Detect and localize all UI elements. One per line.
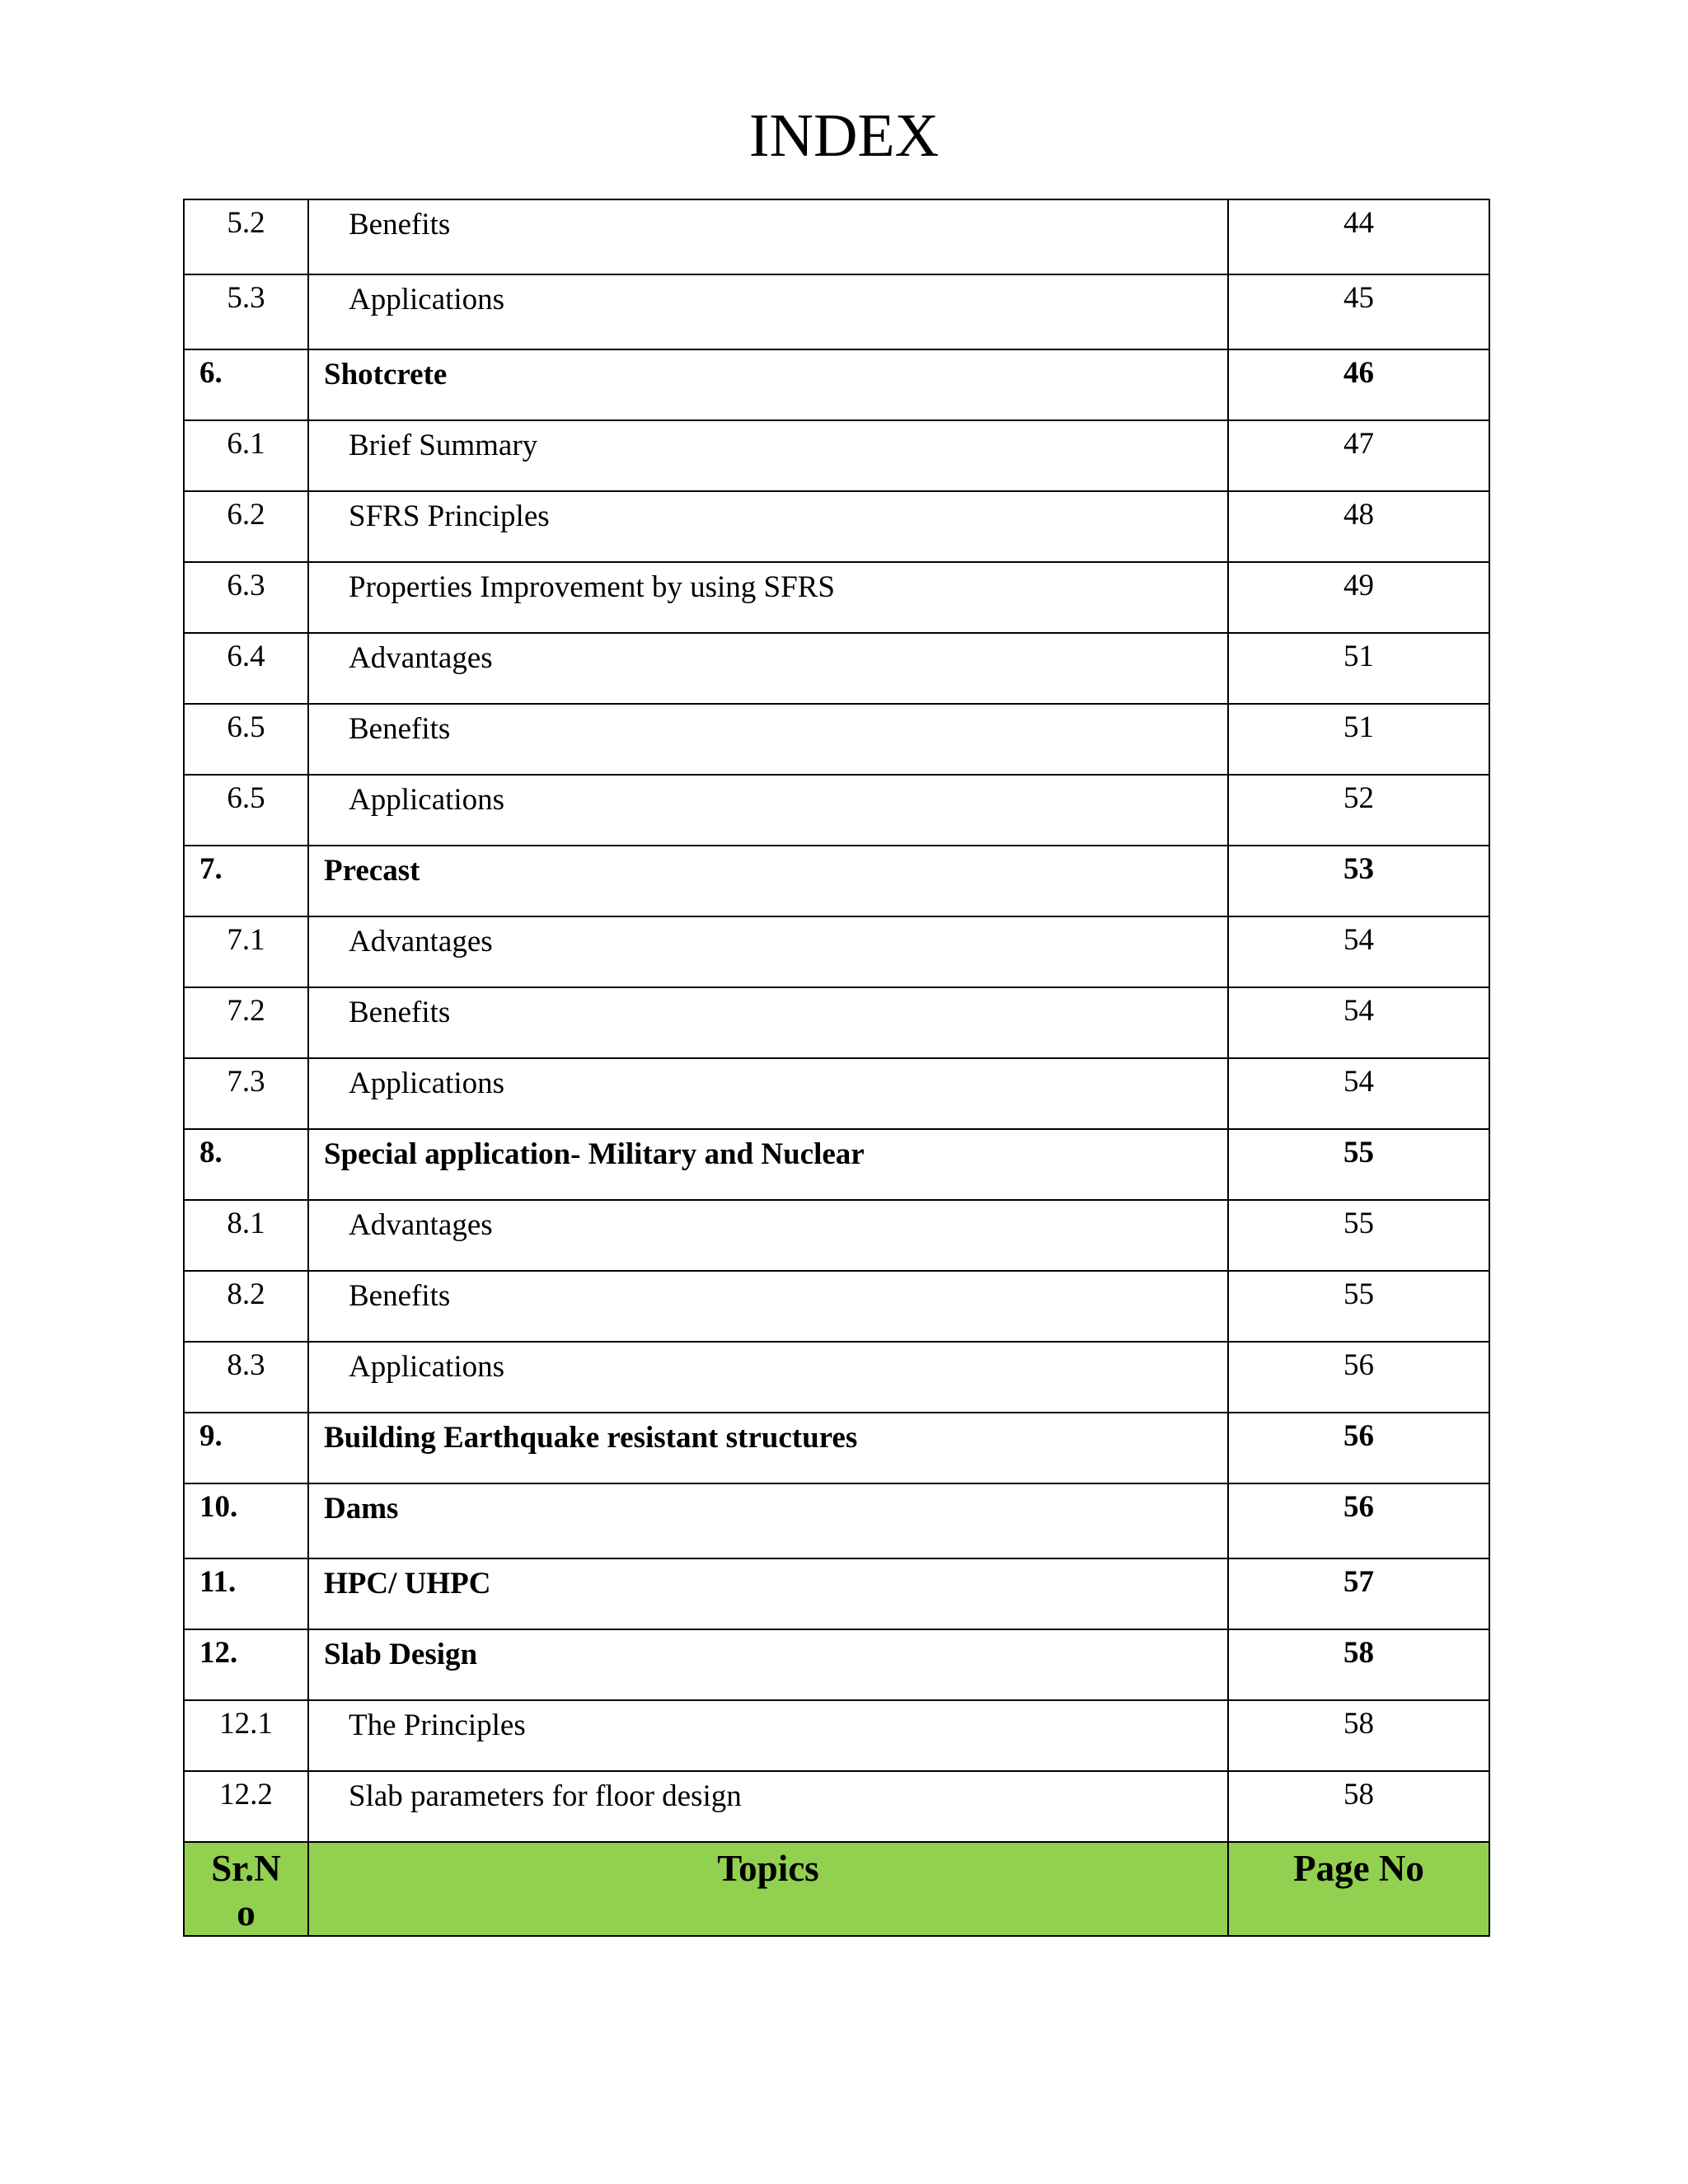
- row-page-number: 54: [1228, 1058, 1489, 1129]
- row-page-number: 46: [1228, 349, 1489, 420]
- table-row: [184, 1342, 1489, 1413]
- row-serial-number: 8.: [184, 1129, 308, 1200]
- row-serial-number: 6.2: [184, 491, 308, 562]
- subsection-topic: Advantages: [308, 916, 1228, 987]
- table-row: [184, 491, 1489, 562]
- table-row: [184, 1129, 1489, 1200]
- table-row: [184, 633, 1489, 704]
- index-table-body: [184, 199, 1489, 1936]
- row-page-number: 55: [1228, 1271, 1489, 1342]
- row-page-number: 56: [1228, 1413, 1489, 1483]
- subsection-topic: Slab parameters for floor design: [308, 1771, 1228, 1842]
- table-row: [184, 775, 1489, 846]
- row-serial-number: 10.: [184, 1483, 308, 1558]
- subsection-topic: Benefits: [308, 199, 1228, 274]
- subsection-topic: Advantages: [308, 1200, 1228, 1271]
- row-serial-number: 5.3: [184, 274, 308, 349]
- row-serial-number: 12.: [184, 1629, 308, 1700]
- row-page-number: 55: [1228, 1200, 1489, 1271]
- row-page-number: 56: [1228, 1342, 1489, 1413]
- subsection-topic: SFRS Principles: [308, 491, 1228, 562]
- row-page-number: 51: [1228, 633, 1489, 704]
- header-page-number: Page No: [1228, 1842, 1489, 1936]
- table-row: [184, 562, 1489, 633]
- subsection-topic: Applications: [308, 1342, 1228, 1413]
- row-serial-number: 8.1: [184, 1200, 308, 1271]
- section-topic: Dams: [308, 1483, 1228, 1558]
- table-row: [184, 199, 1489, 274]
- table-row: [184, 916, 1489, 987]
- row-page-number: 55: [1228, 1129, 1489, 1200]
- table-row: [184, 349, 1489, 420]
- subsection-topic: Applications: [308, 1058, 1228, 1129]
- row-page-number: 54: [1228, 916, 1489, 987]
- subsection-topic: Applications: [308, 775, 1228, 846]
- row-serial-number: 6.4: [184, 633, 308, 704]
- subsection-topic: The Principles: [308, 1700, 1228, 1771]
- section-topic: Special application- Military and Nuclear: [308, 1129, 1228, 1200]
- row-page-number: 44: [1228, 199, 1489, 274]
- index-table: [183, 199, 1490, 1937]
- row-serial-number: 6.: [184, 349, 308, 420]
- section-topic: HPC/ UHPC: [308, 1558, 1228, 1629]
- row-serial-number: 12.2: [184, 1771, 308, 1842]
- subsection-topic: Benefits: [308, 987, 1228, 1058]
- table-row: [184, 1483, 1489, 1558]
- table-row: [184, 1771, 1489, 1842]
- subsection-topic: Brief Summary: [308, 420, 1228, 491]
- row-serial-number: 9.: [184, 1413, 308, 1483]
- table-row: [184, 846, 1489, 916]
- table-row: [184, 1058, 1489, 1129]
- row-page-number: 52: [1228, 775, 1489, 846]
- row-page-number: 48: [1228, 491, 1489, 562]
- table-row: [184, 1558, 1489, 1629]
- row-serial-number: 8.2: [184, 1271, 308, 1342]
- section-topic: Slab Design: [308, 1629, 1228, 1700]
- row-page-number: 53: [1228, 846, 1489, 916]
- row-serial-number: 11.: [184, 1558, 308, 1629]
- section-topic: Precast: [308, 846, 1228, 916]
- row-serial-number: 8.3: [184, 1342, 308, 1413]
- table-row: [184, 420, 1489, 491]
- row-serial-number: 12.1: [184, 1700, 308, 1771]
- header-serial-number: Sr.No: [184, 1842, 308, 1936]
- row-page-number: 47: [1228, 420, 1489, 491]
- table-row: [184, 274, 1489, 349]
- row-page-number: 56: [1228, 1483, 1489, 1558]
- page-title: INDEX: [748, 102, 940, 170]
- row-page-number: 57: [1228, 1558, 1489, 1629]
- table-header-row: [184, 1842, 1489, 1936]
- table-row: [184, 1413, 1489, 1483]
- subsection-topic: Benefits: [308, 704, 1228, 775]
- section-topic: Building Earthquake resistant structures: [308, 1413, 1228, 1483]
- table-row: [184, 1200, 1489, 1271]
- row-serial-number: 7.: [184, 846, 308, 916]
- table-row: [184, 987, 1489, 1058]
- row-serial-number: 5.2: [184, 199, 308, 274]
- row-serial-number: 7.3: [184, 1058, 308, 1129]
- table-row: [184, 704, 1489, 775]
- row-serial-number: 7.2: [184, 987, 308, 1058]
- row-serial-number: 6.1: [184, 420, 308, 491]
- row-page-number: 51: [1228, 704, 1489, 775]
- subsection-topic: Properties Improvement by using SFRS: [308, 562, 1228, 633]
- row-page-number: 58: [1228, 1629, 1489, 1700]
- row-page-number: 49: [1228, 562, 1489, 633]
- table-row: [184, 1271, 1489, 1342]
- table-row: [184, 1700, 1489, 1771]
- header-topics: Topics: [308, 1842, 1228, 1936]
- subsection-topic: Applications: [308, 274, 1228, 349]
- table-row: [184, 1629, 1489, 1700]
- subsection-topic: Advantages: [308, 633, 1228, 704]
- section-topic: Shotcrete: [308, 349, 1228, 420]
- row-serial-number: 6.3: [184, 562, 308, 633]
- row-serial-number: 7.1: [184, 916, 308, 987]
- row-serial-number: 6.5: [184, 775, 308, 846]
- row-page-number: 58: [1228, 1700, 1489, 1771]
- subsection-topic: Benefits: [308, 1271, 1228, 1342]
- row-page-number: 45: [1228, 274, 1489, 349]
- row-serial-number: 6.5: [184, 704, 308, 775]
- row-page-number: 58: [1228, 1771, 1489, 1842]
- row-page-number: 54: [1228, 987, 1489, 1058]
